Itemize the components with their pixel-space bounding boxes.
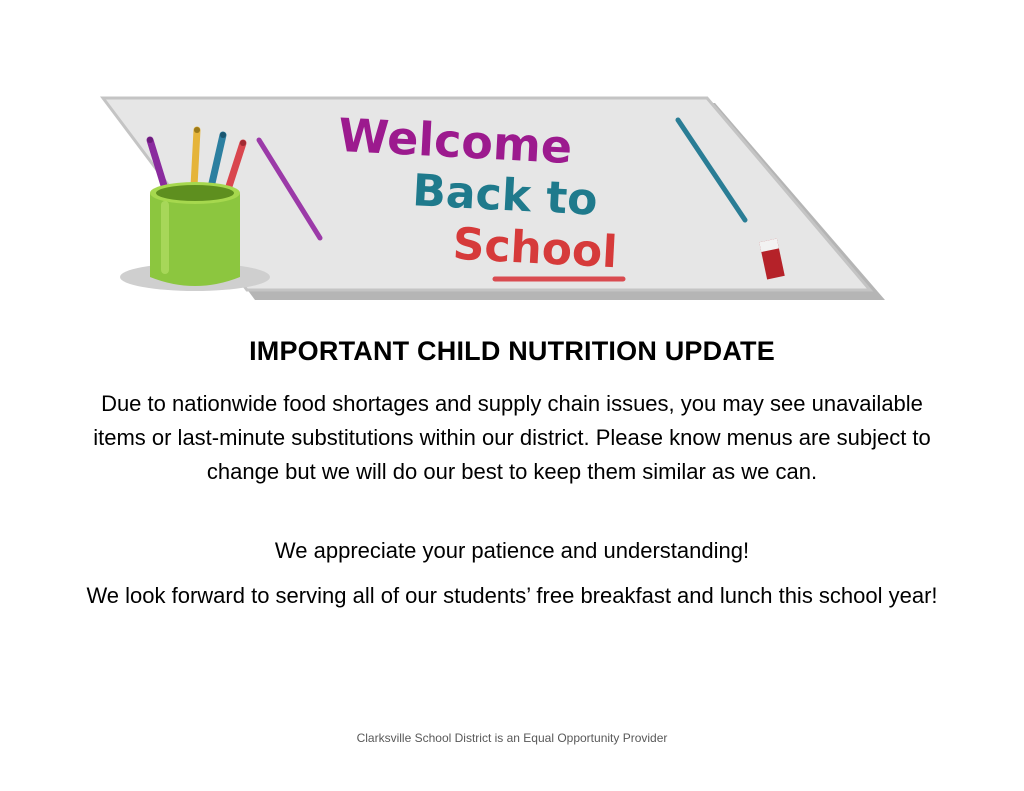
footer-note: Clarksville School District is an Equal Opportunity Provider <box>356 731 668 745</box>
banner-line-2: Back to <box>411 165 599 226</box>
welcome-back-banner <box>95 95 890 305</box>
pencil-cup <box>150 182 240 286</box>
closing-paragraph: We look forward to serving all of our students’ free breakfast and lunch this school year! <box>86 583 938 608</box>
welcome-back-illustration <box>95 95 890 305</box>
page-title: IMPORTANT CHILD NUTRITION UPDATE <box>249 336 775 366</box>
banner-line-3: School <box>451 218 619 279</box>
appreciation-paragraph: We appreciate your patience and understanding! <box>274 538 750 563</box>
banner-line-1: Welcome <box>336 107 574 175</box>
notice-paragraph: Due to nationwide food shortages and supply chain issues, you may see unavailable items or last-minute substitutions within our district. Please know menus are subject to change but we will do our best to keep them similar as we can. <box>93 391 931 484</box>
